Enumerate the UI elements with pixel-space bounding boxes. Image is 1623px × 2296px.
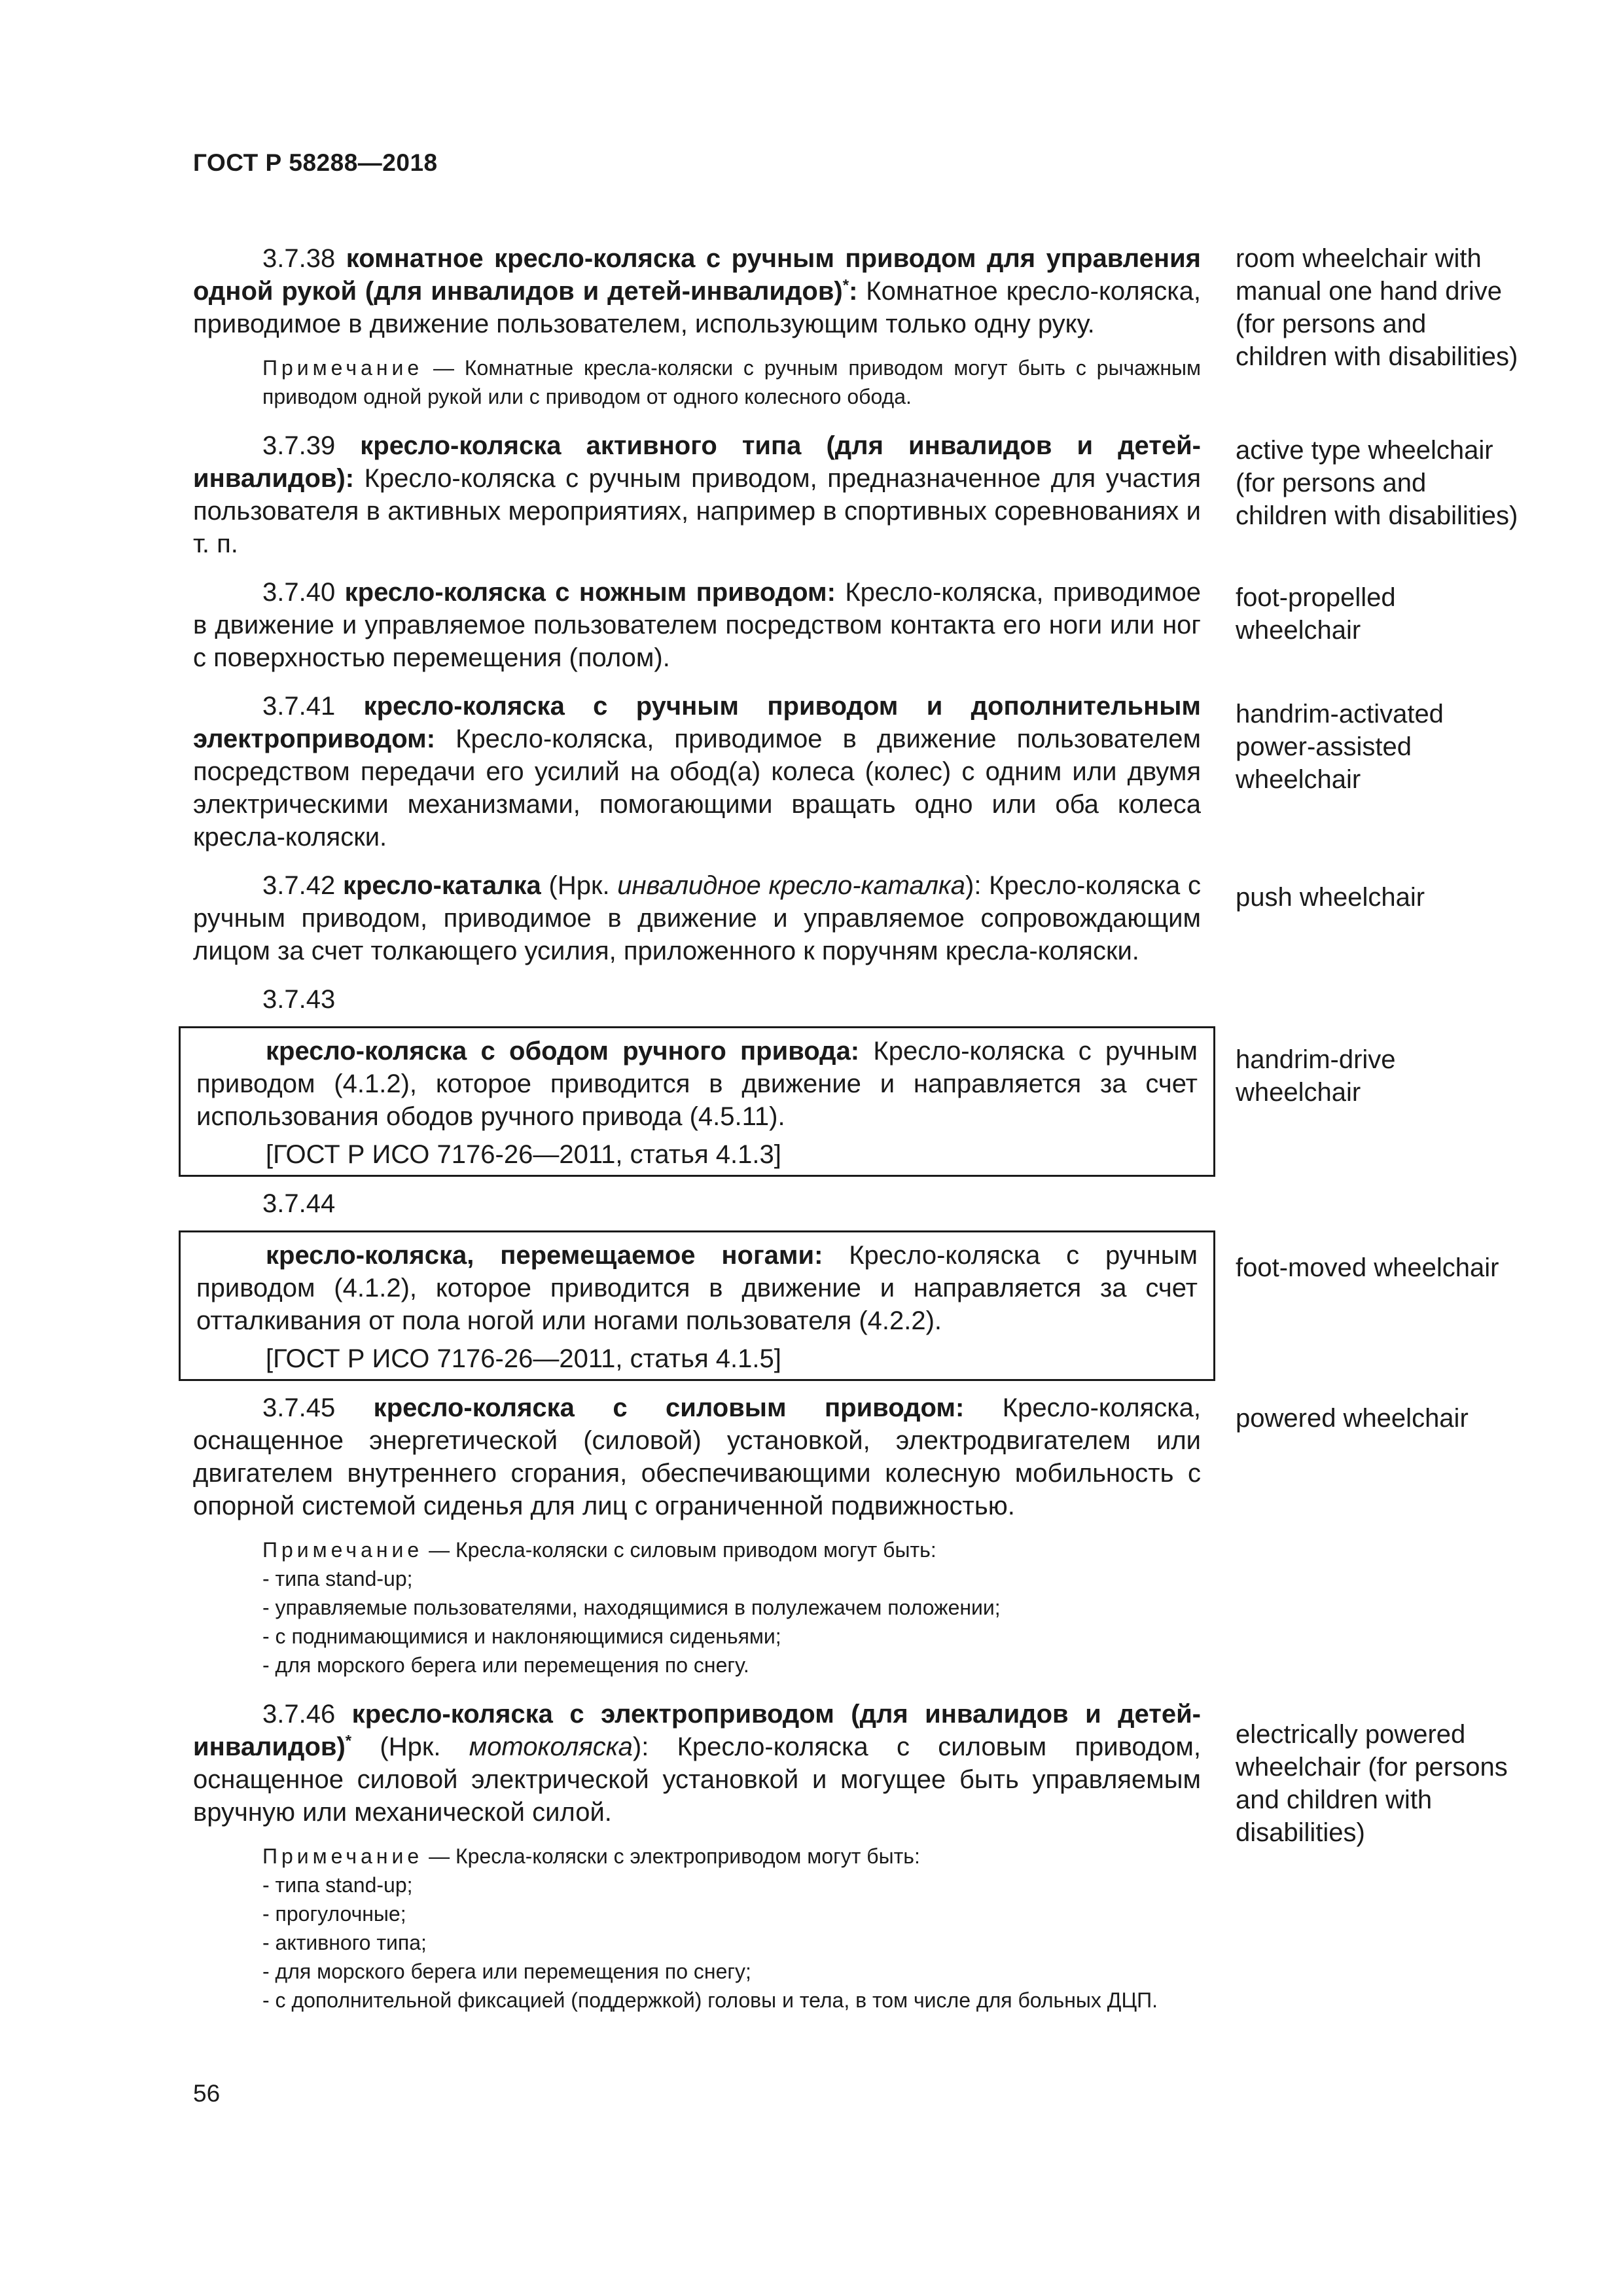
- note-list-item: - управляемые пользователями, находящимися в полулежачем положении;: [262, 1596, 1001, 1619]
- term-entry-3-7-40: [193, 576, 1201, 674]
- term-note-3-7-45: [193, 1535, 1201, 1679]
- english-term-3-7-41: handrim-activated power-assisted wheelchair: [1236, 700, 1444, 794]
- quoted-term-box-3-7-44: [179, 1230, 1215, 1381]
- term-title: кресло-коляска, перемещаемое ногами:: [266, 1241, 823, 1270]
- note-list: [193, 1871, 1201, 1986]
- page-number: 56: [193, 2080, 221, 2107]
- english-term-3-7-45: powered wheelchair: [1236, 1404, 1469, 1433]
- source-reference: [ГОСТ Р ИСО 7176-26—2011, статья 4.1.5]: [266, 1344, 781, 1373]
- note-list-item: - с дополнительной фиксацией (поддержкой) головы и тела, в том числе для больных ДЦП.: [262, 1988, 1158, 2012]
- term-definition: Комнатное кресло-коляска, приводимое в движение пользователем, использующим только одну руку.: [193, 277, 1201, 338]
- deprecated-term: мотоколяска: [469, 1732, 633, 1761]
- term-title: кресло-каталка: [342, 871, 541, 900]
- note-list-item: - для морского берега или перемещения по снегу.: [262, 1653, 749, 1677]
- term-number: 3.7.41: [262, 692, 336, 721]
- english-term-3-7-43: handrim-drive wheelchair: [1236, 1045, 1396, 1107]
- note-list-item: - прогулочные;: [262, 1902, 406, 1926]
- term-entry-3-7-38: [193, 242, 1201, 340]
- english-term-3-7-44: foot-moved wheelchair: [1236, 1253, 1499, 1282]
- term-definition: Кресло-коляска, приводимое в движение и управляемое пользователем посредством контакта его ноги или ног с поверхностью перемещения (полом).: [193, 578, 1201, 672]
- term-number-3-7-43: 3.7.43: [262, 985, 336, 1014]
- term-number: 3.7.40: [262, 578, 336, 607]
- english-term-3-7-39: active type wheelchair (for persons and children with disabilities): [1236, 436, 1518, 530]
- term-definition: Кресло-коляска с силовым приводом, оснащенное силовой электрической установкой и могущее быть управляемым вручную или механической силой.: [193, 1732, 1201, 1827]
- term-note-3-7-46: [193, 1842, 1201, 2015]
- english-term-3-7-46: electrically powered wheelchair (for persons and children with disabilities): [1236, 1720, 1508, 1847]
- term-title: кресло-коляска активного типа (для инвалидов и детей-инвалидов):: [193, 431, 1201, 493]
- note-label: Примечание: [262, 1844, 423, 1868]
- term-note-3-7-38: [193, 353, 1201, 411]
- english-term-3-7-40: foot-propelled wheelchair: [1236, 583, 1396, 645]
- term-entry-3-7-41: [193, 690, 1201, 853]
- term-number-3-7-44: 3.7.44: [262, 1189, 336, 1218]
- term-definition: Кресло-коляска с ручным приводом, приводимое в движение и управляемое сопровождающим лицом за счет толкающего усилия, приложенного к поручням кресла-коляски.: [193, 871, 1201, 965]
- term-definition: Кресло-коляска с ручным приводом (4.1.2), которое приводится в движение и направляется за счет использования ободов ручного привода (4.5.11).: [196, 1037, 1198, 1131]
- term-definition: Кресло-коляска с ручным приводом (4.1.2), которое приводится в движение и направляется за счет отталкивания от пола ногой или ногами пользователя (4.2.2).: [196, 1241, 1198, 1335]
- term-number: 3.7.45: [262, 1393, 336, 1422]
- term-entry-3-7-39: [193, 429, 1201, 560]
- note-list-item: - типа stand-up;: [262, 1873, 413, 1897]
- term-entry-3-7-44: [196, 1239, 1198, 1337]
- deprecated-term: инвалидное кресло-каталка: [617, 871, 966, 900]
- document-header: ГОСТ Р 58288—2018: [193, 149, 438, 176]
- quoted-term-box-3-7-43: [179, 1026, 1215, 1177]
- term-definition: Кресло-коляска, оснащенное энергетической (силовой) установкой, электродвигателем или двигателем внутреннего сгорания, обеспечивающими колесную мобильность с опорной системой сиденья для лиц с ограниченной подвижностью.: [193, 1393, 1201, 1520]
- term-title: кресло-коляска с ножным приводом:: [344, 578, 836, 607]
- note-list-item: - активного типа;: [262, 1931, 427, 1954]
- english-term-3-7-38: room wheelchair with manual one hand drive (for persons and children with disabilities): [1236, 244, 1518, 371]
- note-list-item: - для морского берега или перемещения по снегу;: [262, 1960, 751, 1983]
- note-list-item: - типа stand-up;: [262, 1567, 413, 1590]
- term-number: 3.7.42: [262, 871, 336, 900]
- term-title: кресло-коляска с электроприводом (для инвалидов и детей-инвалидов)*: [193, 1700, 1201, 1761]
- note-text: — Комнатные кресла-коляски с ручным приводом могут быть с рычажным приводом одной рукой или с приводом от одного колесного обода.: [262, 356, 1201, 408]
- term-title: кресло-коляска с ручным приводом и дополнительным электроприводом:: [193, 692, 1201, 753]
- term-entry-3-7-46: 3.7.46 кресло-коляска с электроприводом (для инвалидов и детей-инвалидов)* (Нрк. мотоколяска): Кресло-коляска с силовым приводом, оснащенное силовой электрической установкой и могущее быть управляемым вручную или механической силой.: [193, 1700, 1201, 1827]
- term-number: 3.7.38: [262, 244, 336, 273]
- note-label: Примечание: [262, 356, 423, 380]
- note-text: — Кресла-коляски с электроприводом могут быть:: [423, 1844, 920, 1868]
- russian-terms-column: [193, 242, 1201, 2015]
- term-entry-3-7-45: [193, 1391, 1201, 1522]
- english-term-3-7-42: push wheelchair: [1236, 883, 1425, 912]
- term-title: кресло-коляска с ободом ручного привода:: [266, 1037, 860, 1066]
- term-number: 3.7.39: [262, 431, 336, 460]
- note-text: — Кресла-коляски с силовым приводом могут быть:: [423, 1538, 936, 1562]
- term-definition: Кресло-коляска с ручным приводом, предназначенное для участия пользователя в активных мероприятиях, например в спортивных соревнованиях и т. п.: [193, 464, 1201, 558]
- note-list: [193, 1564, 1201, 1679]
- note-label: Примечание: [262, 1538, 423, 1562]
- term-number: 3.7.46: [262, 1700, 336, 1729]
- term-title: кресло-коляска с силовым приводом:: [373, 1393, 965, 1422]
- term-entry-3-7-42: 3.7.42 кресло-каталка (Нрк. инвалидное кресло-каталка): Кресло-коляска с ручным приводом, приводимое в движение и управляемое сопровождающим лицом за счет толкающего усилия, приложенного к поручням кресла-коляски.: [193, 871, 1201, 965]
- term-entry-3-7-43: [196, 1035, 1198, 1133]
- source-reference: [ГОСТ Р ИСО 7176-26—2011, статья 4.1.3]: [266, 1140, 781, 1169]
- note-list-item: - с поднимающимися и наклоняющимися сиденьями;: [262, 1624, 781, 1648]
- term-title: комнатное кресло-коляска с ручным приводом для управления одной рукой (для инвалидов и детей-инвалидов)*:: [193, 244, 1202, 306]
- term-definition: Кресло-коляска, приводимое в движение пользователем посредством передачи его усилий на обод(а) колеса (колес) с одним или двумя электрическими механизмами, помогающими вращать одно или оба колеса кресла-коляски.: [193, 725, 1201, 852]
